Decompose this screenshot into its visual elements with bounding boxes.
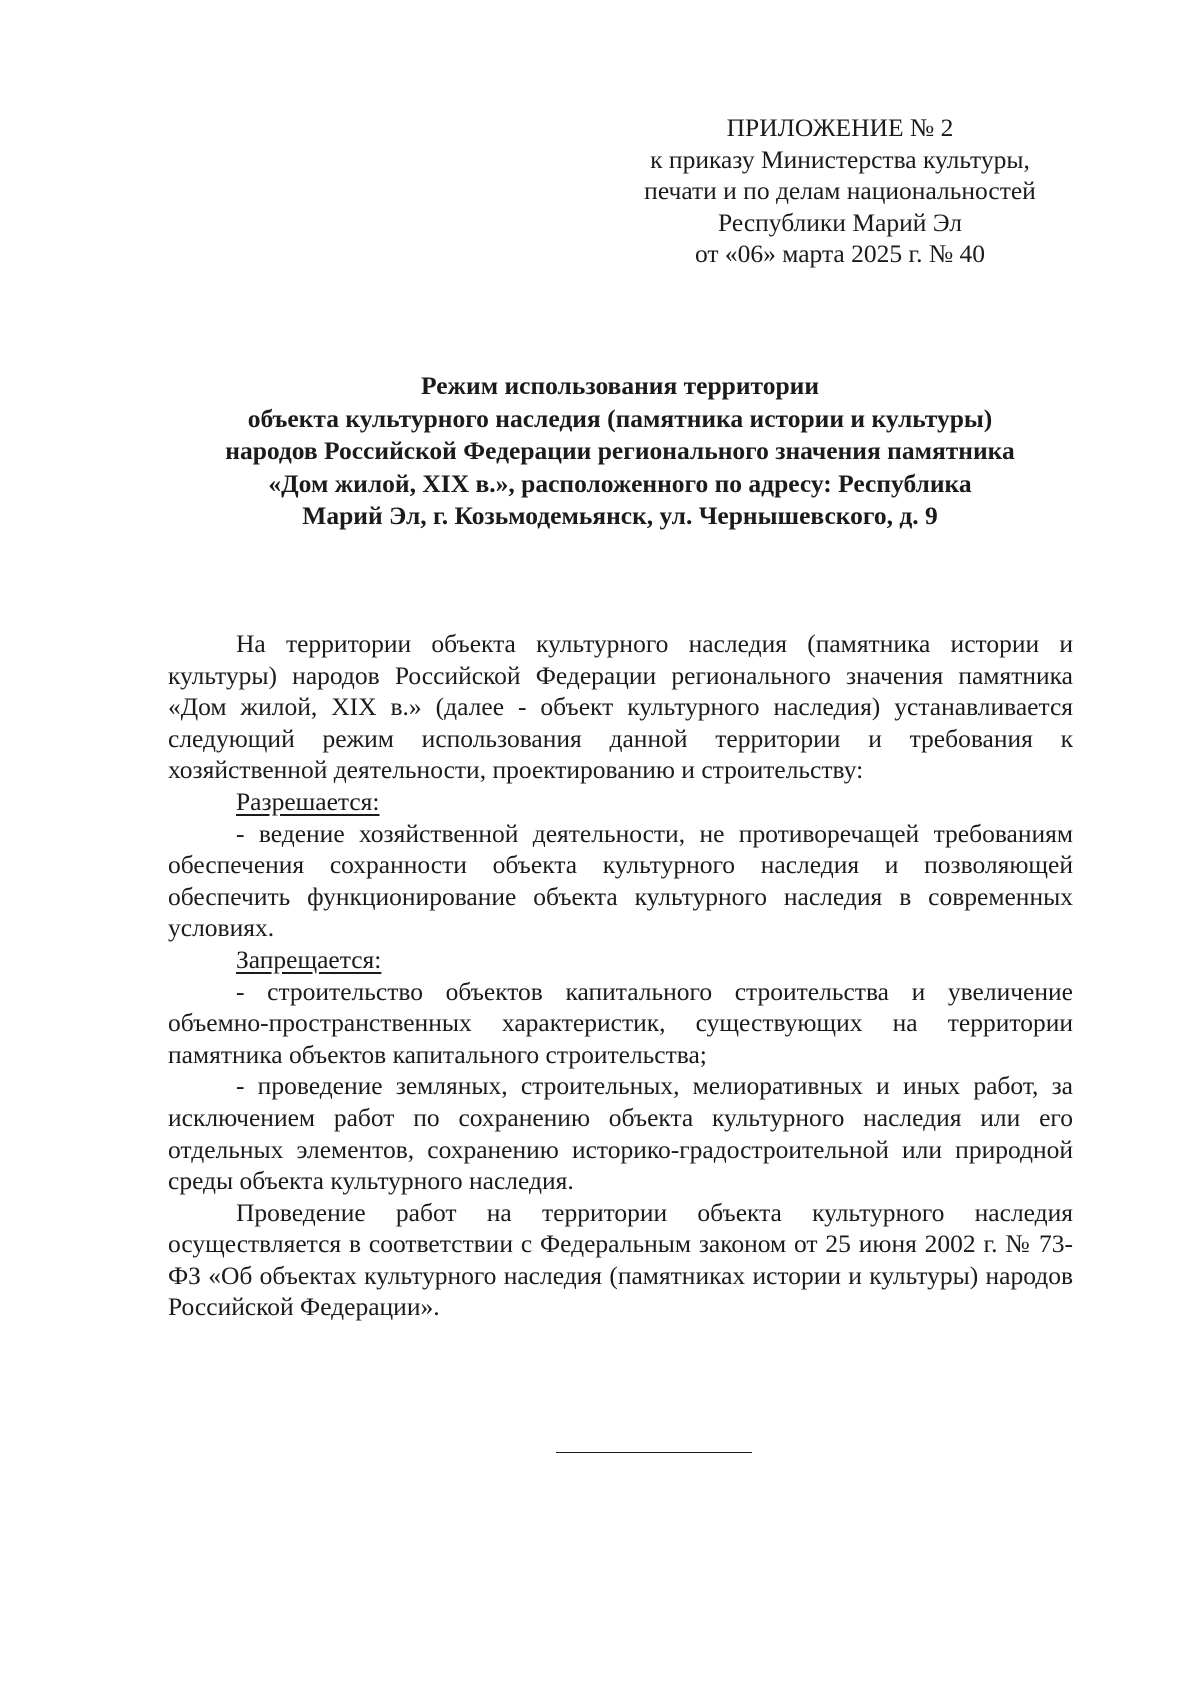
title-line: Марий Эл, г. Козьмодемьянск, ул. Чернышевского, д. 9 <box>302 501 938 530</box>
appendix-ministry-line: печати и по делам национальностей <box>644 176 1036 205</box>
appendix-header <box>600 112 1080 270</box>
title-line: объекта культурного наследия (памятника истории и культуры) <box>247 403 993 433</box>
document-body <box>168 628 1073 1323</box>
document-title <box>160 370 1080 533</box>
appendix-order-line: к приказу Министерства культуры, <box>650 144 1030 174</box>
prohibited-heading-text: Запрещается: <box>236 944 382 974</box>
title-line: «Дом жилой, XIX в.», расположенного по адресу: Республика <box>268 468 972 498</box>
prohibited-item: - проведение земляных, строительных, мелиоративных и иных работ, за исключением работ по сохранению объекта культурного наследия или его отдельных элементов, сохранению историко-градостроительной или природной среды объекта культурного наследия. <box>168 1071 1073 1196</box>
title-line: народов Российской Федерации регионального значения памятника <box>225 436 1015 465</box>
allowed-heading <box>168 786 1073 818</box>
prohibited-item: - строительство объектов капитального строительства и увеличение объемно-пространственных характеристик, существующих на территории памятника объектов капитального строительства; <box>168 976 1073 1069</box>
appendix-number: ПРИЛОЖЕНИЕ № 2 <box>726 113 954 142</box>
allowed-heading-text: Разрешается: <box>236 786 380 816</box>
prohibited-heading <box>168 944 1073 976</box>
title-line: Режим использования территории <box>420 371 820 400</box>
intro-paragraph: На территории объекта культурного наследия (памятника истории и культуры) народов Российской Федерации регионального значения памятника «Дом жилой, XIX в.» (далее - объект культурного наследия) устанавливается следующий режим использования данной территории и требования к хозяйственной деятельности, проектированию и строительству: <box>168 629 1073 785</box>
allowed-item: - ведение хозяйственной деятельности, не противоречащей требованиям обеспечения сохранности объекта культурного наследия и позволяющей обеспечить функционирование объекта культурного наследия в современных условиях. <box>168 818 1073 943</box>
appendix-date-line: от «06» марта 2025 г. № 40 <box>694 239 986 268</box>
closing-paragraph: Проведение работ на территории объекта культурного наследия осуществляется в соответствии с Федеральным законом от 25 июня 2002 г. № 73-ФЗ «Об объектах культурного наследия (памятниках истории и культуры) народов Российской Федерации». <box>168 1197 1073 1322</box>
appendix-republic-line: Республики Марий Эл <box>718 207 962 237</box>
end-divider-line <box>556 1452 752 1453</box>
